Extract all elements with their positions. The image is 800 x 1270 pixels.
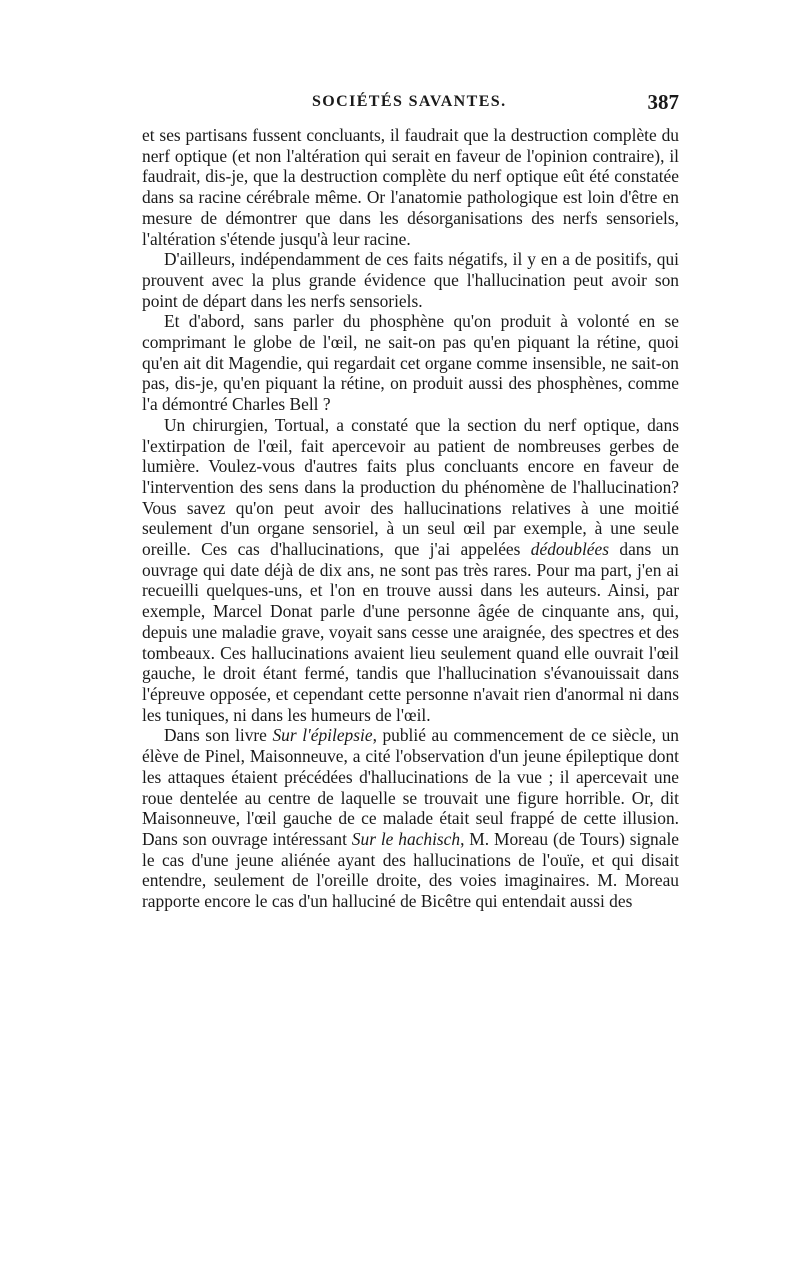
running-head: SOCIÉTÉS SAVANTES. [312,93,507,110]
text-segment: D'ailleurs, indépendamment de ces faits négatifs, il y en a de positifs, qui prouvent avec la plus grande évidence que l'hallucination peut avoir son point de départ dans les nerfs sensoriels. [142,249,679,311]
italic-term: dédoublées [530,539,610,560]
body-text [142,125,679,912]
text-segment: Et d'abord, sans parler du phosphène qu'on produit à volonté en se comprimant le globe de l'œil, ne sait-on pas qu'en piquant la rétine, quoi qu'en ait dit Magendie, qui regardait cet organe comme insensible, ne sait-on pas, dis-je, qu'en piquant la rétine, on produit aussi des phosphènes, comme l'a démontré Charles Bell ? [142,311,679,415]
text-segment: dans un ouvrage qui date déjà de dix ans, ne sont pas très rares. Pour ma part, j'en ai recueilli quelques-uns, et l'on en trouve aussi dans les auteurs. Ainsi, par exemple, Marcel Donat parle d'une personne âgée de cinquante ans, qui, depuis une maladie grave, voyait sans cesse une araignée, des spectres et des tombeaux. Ces hallucinations avaient lieu seulement quand elle ouvrait l'œil gauche, le droit étant fermé, tandis que l'hallucination s'évanouissait dans l'épreuve opposée, et cependant cette personne n'avait rien d'anormal ni dans les tuniques, ni dans les humeurs de l'œil. [142,539,679,725]
text-segment: et ses partisans fussent concluants, il faudrait que la destruction complète du nerf optique (et non l'altération qui serait en faveur de l'opinion contraire), il faudrait, dis-je, que la destruction complète du nerf optique eût été constatée dans sa racine cérébrale même. Or l'anatomie pathologique est loin d'être en mesure de démontrer que dans les désorganisations des nerfs sensoriels, l'altération s'étende jusqu'à leur racine. [142,125,679,249]
page-header [142,90,679,121]
paragraph [142,125,679,249]
book-title: Sur l'épilepsie [272,725,373,746]
paragraph [142,311,679,415]
text-segment: Dans son livre [164,725,273,746]
paragraph [142,725,679,911]
book-title: Sur le hachisch [351,828,461,849]
text-segment: Un chirurgien, Tortual, a constaté que la section du nerf optique, dans l'extirpation de l'œil, fait apercevoir au patient de nombreuses gerbes de lumière. Voulez-vous d'autres faits plus concluants encore en faveur de l'intervention des sens dans la production du phénomène de l'hallucination? Vous savez qu'on peut avoir des hallucinations relatives à une moitié seulement d'un organe sensoriel, à un seul œil par exemple, à une seule oreille. Ces cas d'hallucinations, que j'ai appelées [142,414,679,560]
text-segment: , M. Moreau (de Tours) signale le cas d'une jeune aliénée ayant des hallucinations de l'ouïe, et qui disait entendre, seulement de l'oreille droite, des voies imaginaires. M. Moreau rapporte encore le cas d'un halluciné de Bicêtre qui entendait aussi des [142,828,679,912]
paragraph [142,415,679,726]
text-segment: , publié au commencement de ce siècle, un élève de Pinel, Maisonneuve, a cité l'observation d'un jeune épileptique dont les attaques étaient précédées d'hallucinations de la vue ; il apercevait une roue dentelée au centre de laquelle se trouvait une figure horrible. Or, dit Maisonneuve, l'œil gauche de ce malade était seul frappé de cette illusion. Dans son ouvrage intéressant [142,725,680,849]
paragraph [142,249,679,311]
page-number: 387 [647,90,679,114]
